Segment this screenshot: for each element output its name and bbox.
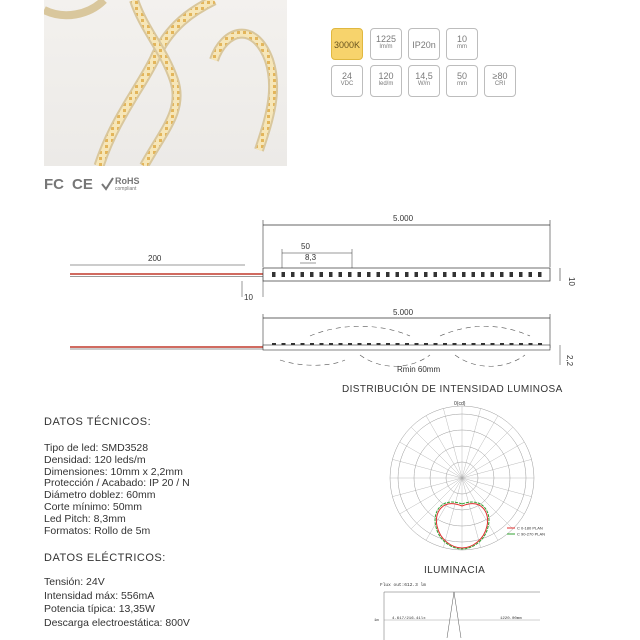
- power-icon: [408, 65, 440, 97]
- elec-line: Potencia típica: 13,35W: [44, 603, 155, 615]
- led-chip-side: [453, 343, 457, 345]
- illum-chart: [372, 578, 550, 640]
- icon-unit: CRI: [494, 81, 506, 87]
- led-chip: [529, 272, 533, 277]
- icon-unit: W/m: [417, 81, 431, 87]
- tech-line: Corte mínimo: 50mm: [44, 501, 143, 513]
- led-chip: [282, 272, 286, 277]
- led-chip-side: [462, 343, 466, 345]
- led-chip: [301, 272, 305, 277]
- cable-dimension: 200: [148, 254, 162, 263]
- led-chip-side: [358, 343, 362, 345]
- polar-top-label: 0(cd): [454, 401, 466, 407]
- led-chip-side: [443, 343, 447, 345]
- led-chip-side: [282, 343, 286, 345]
- voltage-icon: [331, 65, 363, 97]
- led-chip-side: [386, 343, 390, 345]
- length-dimension: 5.000: [393, 214, 414, 223]
- icon-unit: led/m: [378, 81, 394, 87]
- tech-data-title: DATOS TÉCNICOS:: [44, 416, 152, 428]
- led-chip: [272, 272, 276, 277]
- led-chip: [367, 272, 371, 277]
- led-chip-side: [348, 343, 352, 345]
- technical-drawing: [60, 205, 580, 375]
- icon-unit: lm/m: [379, 44, 393, 50]
- bend-radius-label: Rmin 60mm: [397, 365, 441, 374]
- led-chip: [386, 272, 390, 277]
- elec-line: Intensidad máx: 556mA: [44, 589, 155, 602]
- polar-title: DISTRIBUCIÓN DE INTENSIDAD LUMINOSA: [342, 384, 563, 395]
- polar-spoke: [462, 408, 481, 478]
- led-chip: [510, 272, 514, 277]
- icon-value: 24: [341, 71, 352, 81]
- icon-value: IP20n: [412, 40, 436, 50]
- icon-unit: VDC: [340, 81, 354, 87]
- led-chip: [377, 272, 381, 277]
- led-chip-side: [472, 343, 476, 345]
- led-chip: [538, 272, 542, 277]
- icon-value: 10: [456, 34, 467, 44]
- height-dimension: 2,2: [565, 355, 574, 367]
- icon-value: ≥80: [492, 71, 508, 81]
- led-chip-side: [481, 343, 485, 345]
- strip-leds: [272, 272, 542, 277]
- led-chip: [462, 272, 466, 277]
- led-chip: [453, 272, 457, 277]
- tech-line: Tipo de led: SMD3528: [44, 442, 149, 454]
- elec-data-title: DATOS ELÉCTRICOS:: [44, 552, 166, 564]
- icon-value: 120: [378, 71, 394, 81]
- rohs-logo-icon: RoHS compliant: [100, 174, 140, 194]
- cri-icon: [484, 65, 516, 97]
- ip-rating-icon: [408, 28, 440, 60]
- led-chip-side: [491, 343, 495, 345]
- led-chip-side: [377, 343, 381, 345]
- ce-logo-icon: CE: [72, 176, 93, 193]
- led-chip: [491, 272, 495, 277]
- led-chip-side: [272, 343, 276, 345]
- polar-spoke: [462, 427, 513, 478]
- icon-unit: mm: [457, 44, 467, 50]
- elec-line: Tensión: 24V: [44, 576, 105, 588]
- color-temperature-icon: [331, 28, 363, 60]
- led-chip-side: [367, 343, 371, 345]
- led-strip-image: [44, 0, 287, 166]
- polar-spoke: [462, 459, 532, 478]
- side-length-dimension: 5.000: [393, 308, 414, 317]
- pitch-dimension: 8,3: [305, 253, 317, 262]
- led-chip-side: [529, 343, 533, 345]
- led-chip-side: [320, 343, 324, 345]
- led-chip-side: [329, 343, 333, 345]
- illum-header: Flux out:612.3 lm: [380, 583, 426, 588]
- polar-spoke: [443, 408, 462, 478]
- legend-c0: C 0-180 PLAN: [517, 525, 543, 531]
- illum-left-label: 1m: [374, 619, 379, 623]
- led-chip: [472, 272, 476, 277]
- led-chip-side: [396, 343, 400, 345]
- cut-dimension: 50: [301, 242, 310, 251]
- legend-c90: C 90-270 PLAN: [517, 531, 546, 537]
- led-chip: [320, 272, 324, 277]
- led-chip-side: [310, 343, 314, 345]
- fcc-logo-icon: FC: [44, 176, 64, 193]
- led-chip: [310, 272, 314, 277]
- polar-spoke: [392, 459, 462, 478]
- tech-line: Formatos: Rollo de 5m: [44, 524, 151, 537]
- icon-value: 3000K: [333, 40, 361, 50]
- led-chip-side: [405, 343, 409, 345]
- illum-title: ILUMINACIA: [424, 565, 486, 576]
- led-chip: [434, 272, 438, 277]
- tech-line: Protección / Acabado: IP 20 / N: [44, 477, 190, 490]
- led-chip: [329, 272, 333, 277]
- elec-line: Descarga electroestática: 800V: [44, 616, 190, 629]
- icon-value: 14,5: [415, 71, 433, 81]
- polar-spoke: [462, 478, 481, 548]
- led-chip: [348, 272, 352, 277]
- led-chip-side: [301, 343, 305, 345]
- led-chip: [424, 272, 428, 277]
- side-leds: [272, 343, 542, 345]
- led-density-icon: [370, 65, 402, 97]
- led-chip-side: [424, 343, 428, 345]
- led-chip: [481, 272, 485, 277]
- width-icon: [446, 28, 478, 60]
- tech-line: Led Pitch: 8,3mm: [44, 512, 126, 525]
- width-dimension: 10: [567, 277, 576, 286]
- led-chip: [339, 272, 343, 277]
- lumen-icon: [370, 28, 402, 60]
- led-chip-side: [434, 343, 438, 345]
- product-photo: [44, 0, 287, 166]
- polar-spoke: [462, 478, 532, 497]
- tech-line: Diámetro doblez: 60mm: [44, 489, 156, 502]
- led-chip: [519, 272, 523, 277]
- tech-line: Densidad: 120 leds/m: [44, 453, 146, 466]
- led-chip: [396, 272, 400, 277]
- led-chip: [415, 272, 419, 277]
- icon-value: 50: [456, 71, 467, 81]
- led-chip: [291, 272, 295, 277]
- led-chip-side: [291, 343, 295, 345]
- led-chip-side: [500, 343, 504, 345]
- polar-diagram: [372, 398, 552, 558]
- tech-line: Dimensiones: 10mm x 2,2mm: [44, 465, 183, 478]
- led-chip: [358, 272, 362, 277]
- cut-length-icon: [446, 65, 478, 97]
- led-chip-side: [510, 343, 514, 345]
- icon-value: 1225: [375, 34, 397, 44]
- led-chip-side: [519, 343, 523, 345]
- led-chip-side: [415, 343, 419, 345]
- illum-right-label: 1220.00mm: [500, 617, 522, 621]
- led-chip: [443, 272, 447, 277]
- illum-mid-label: 4.617/216.41lx: [392, 617, 426, 621]
- polar-spoke: [411, 427, 462, 478]
- polar-spoke: [392, 478, 462, 497]
- icon-unit: mm: [457, 81, 467, 87]
- led-chip: [500, 272, 504, 277]
- led-chip-side: [339, 343, 343, 345]
- polar-spoke: [443, 478, 462, 548]
- offset-dimension: 10: [244, 293, 253, 302]
- led-chip: [405, 272, 409, 277]
- led-chip-side: [538, 343, 542, 345]
